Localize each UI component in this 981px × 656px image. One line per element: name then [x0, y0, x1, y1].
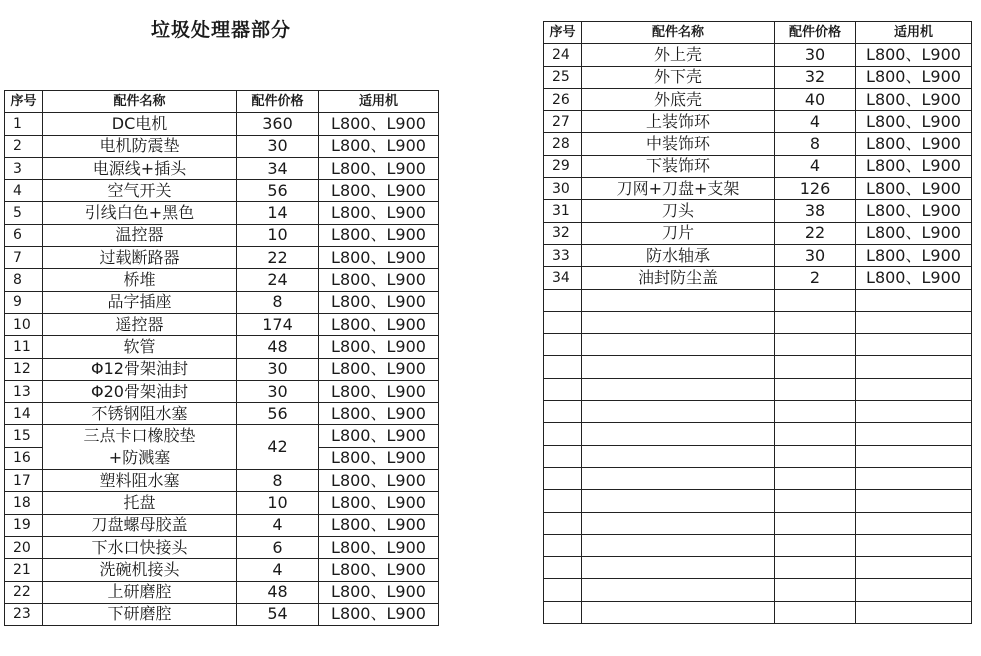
table-row: [5, 157, 439, 179]
blank-cell: [856, 467, 972, 489]
blank-cell: [582, 356, 775, 378]
parts-table-left: [4, 90, 439, 626]
cell-price: 30: [775, 44, 856, 66]
cell-name: 刀头: [582, 200, 775, 222]
table-row: [544, 88, 972, 110]
cell-no: 25: [544, 66, 582, 88]
blank-cell: [544, 512, 582, 534]
blank-cell: [856, 490, 972, 512]
blank-cell: [544, 601, 582, 623]
cell-price: 24: [237, 269, 319, 291]
table-row: [544, 111, 972, 133]
cell-name: 防水轴承: [582, 244, 775, 266]
blank-cell: [544, 579, 582, 601]
table-row: [544, 178, 972, 200]
table-row: [5, 336, 439, 358]
cell-model: L800、L900: [856, 222, 972, 244]
header-no: 序号: [544, 22, 582, 44]
blank-cell: [775, 289, 856, 311]
cell-price: 4: [775, 111, 856, 133]
cell-model: L800、L900: [319, 180, 439, 202]
cell-model: L800、L900: [856, 66, 972, 88]
blank-cell: [582, 512, 775, 534]
table-row: [5, 603, 439, 625]
cell-no: 26: [544, 88, 582, 110]
cell-name: 引线白色+黑色: [43, 202, 237, 224]
cell-no: 22: [5, 581, 43, 603]
cell-no: 20: [5, 536, 43, 558]
header-price: 配件价格: [237, 91, 319, 113]
cell-no: 4: [5, 180, 43, 202]
cell-price: 32: [775, 66, 856, 88]
cell-name: 刀片: [582, 222, 775, 244]
page-title: 垃圾处理器部分: [150, 19, 291, 41]
header-model: 适用机: [319, 91, 439, 113]
cell-no: 11: [5, 336, 43, 358]
cell-price: 38: [775, 200, 856, 222]
table-row: [544, 66, 972, 88]
blank-cell: [582, 289, 775, 311]
cell-price: 48: [237, 336, 319, 358]
table-row: [5, 358, 439, 380]
cell-price: 174: [237, 313, 319, 335]
cell-no: 29: [544, 155, 582, 177]
blank-row: [544, 334, 972, 356]
blank-row: [544, 490, 972, 512]
table-row: [544, 222, 972, 244]
header-name: 配件名称: [582, 22, 775, 44]
cell-no: 13: [5, 380, 43, 402]
table-row: [5, 247, 439, 269]
blank-cell: [775, 534, 856, 556]
blank-cell: [856, 378, 972, 400]
table-row: [5, 202, 439, 224]
cell-name: 电机防震垫: [43, 135, 237, 157]
cell-no: 34: [544, 267, 582, 289]
table-row: [544, 244, 972, 266]
cell-no: 33: [544, 244, 582, 266]
parts-table-right: [543, 21, 972, 624]
cell-price: 2: [775, 267, 856, 289]
table-row: [544, 267, 972, 289]
blank-cell: [856, 401, 972, 423]
blank-cell: [856, 601, 972, 623]
cell-model: L800、L900: [319, 380, 439, 402]
table-row: [5, 224, 439, 246]
cell-model: L800、L900: [319, 313, 439, 335]
blank-cell: [856, 512, 972, 534]
cell-model: L800、L900: [319, 559, 439, 581]
table-row: [5, 269, 439, 291]
cell-name: 外上壳: [582, 44, 775, 66]
cell-price: 14: [237, 202, 319, 224]
blank-cell: [582, 534, 775, 556]
blank-cell: [582, 579, 775, 601]
cell-model: L800、L900: [319, 536, 439, 558]
table-row: [5, 470, 439, 492]
blank-cell: [856, 334, 972, 356]
blank-cell: [544, 467, 582, 489]
blank-cell: [775, 356, 856, 378]
cell-model: L800、L900: [319, 224, 439, 246]
cell-name: 上装饰环: [582, 111, 775, 133]
blank-cell: [544, 356, 582, 378]
cell-name: 下装饰环: [582, 155, 775, 177]
cell-price: 126: [775, 178, 856, 200]
blank-row: [544, 356, 972, 378]
blank-row: [544, 401, 972, 423]
cell-name: 三点卡口橡胶垫: [43, 425, 237, 447]
blank-cell: [582, 601, 775, 623]
table-row: [544, 133, 972, 155]
cell-name: 下水口快接头: [43, 536, 237, 558]
cell-name: DC电机: [43, 113, 237, 135]
blank-cell: [582, 467, 775, 489]
cell-model: L800、L900: [319, 603, 439, 625]
cell-model: L800、L900: [319, 113, 439, 135]
cell-name: 中装饰环: [582, 133, 775, 155]
blank-cell: [544, 378, 582, 400]
cell-no: 1: [5, 113, 43, 135]
cell-name: 托盘: [43, 492, 237, 514]
cell-price: 22: [775, 222, 856, 244]
blank-cell: [775, 579, 856, 601]
cell-name: 软管: [43, 336, 237, 358]
cell-name: Φ20骨架油封: [43, 380, 237, 402]
table-row: [5, 135, 439, 157]
table-row: [5, 514, 439, 536]
blank-cell: [582, 423, 775, 445]
blank-cell: [582, 557, 775, 579]
cell-model: L800、L900: [319, 269, 439, 291]
cell-name: 外下壳: [582, 66, 775, 88]
header-row: [544, 22, 972, 44]
table-row: [5, 380, 439, 402]
cell-price: 8: [237, 291, 319, 313]
table-row: [5, 180, 439, 202]
cell-price: 34: [237, 157, 319, 179]
cell-model: L800、L900: [319, 157, 439, 179]
table-row: [5, 313, 439, 335]
cell-no: 10: [5, 313, 43, 335]
header-price: 配件价格: [775, 22, 856, 44]
blank-cell: [775, 445, 856, 467]
blank-row: [544, 289, 972, 311]
header-row: [5, 91, 439, 113]
table-row: [5, 403, 439, 425]
cell-price: 360: [237, 113, 319, 135]
blank-cell: [582, 445, 775, 467]
blank-cell: [582, 490, 775, 512]
blank-cell: [775, 423, 856, 445]
cell-name: 外底壳: [582, 88, 775, 110]
blank-cell: [856, 534, 972, 556]
cell-price: 30: [775, 244, 856, 266]
cell-model: L800、L900: [319, 514, 439, 536]
cell-model: L800、L900: [319, 247, 439, 269]
table-row: [5, 291, 439, 313]
header-no: 序号: [5, 91, 43, 113]
blank-cell: [856, 557, 972, 579]
cell-model: L800、L900: [856, 111, 972, 133]
cell-price: 4: [775, 155, 856, 177]
blank-cell: [582, 401, 775, 423]
cell-no: 30: [544, 178, 582, 200]
cell-name: Φ12骨架油封: [43, 358, 237, 380]
cell-no: 24: [544, 44, 582, 66]
cell-no: 14: [5, 403, 43, 425]
blank-cell: [856, 289, 972, 311]
cell-no: 17: [5, 470, 43, 492]
cell-no: 8: [5, 269, 43, 291]
blank-cell: [775, 601, 856, 623]
cell-price: 8: [237, 470, 319, 492]
cell-name: 上研磨腔: [43, 581, 237, 603]
cell-no: 9: [5, 291, 43, 313]
blank-cell: [544, 311, 582, 333]
cell-model: L800、L900: [319, 336, 439, 358]
blank-row: [544, 557, 972, 579]
cell-name: 刀网+刀盘+支架: [582, 178, 775, 200]
cell-model: L800、L900: [319, 470, 439, 492]
cell-no: 6: [5, 224, 43, 246]
blank-cell: [775, 467, 856, 489]
table-row: [544, 44, 972, 66]
blank-cell: [544, 445, 582, 467]
cell-name: 下研磨腔: [43, 603, 237, 625]
cell-no: 2: [5, 135, 43, 157]
table-row: [5, 447, 439, 469]
blank-cell: [775, 490, 856, 512]
cell-name: 空气开关: [43, 180, 237, 202]
table-row: [5, 559, 439, 581]
cell-name: +防溅塞: [43, 447, 237, 469]
cell-model: L800、L900: [319, 358, 439, 380]
cell-price: 40: [775, 88, 856, 110]
cell-model: L800、L900: [856, 178, 972, 200]
cell-price: 42: [237, 425, 319, 470]
cell-no: 12: [5, 358, 43, 380]
blank-cell: [544, 557, 582, 579]
cell-no: 5: [5, 202, 43, 224]
cell-model: L800、L900: [319, 447, 439, 469]
cell-name: 油封防尘盖: [582, 267, 775, 289]
table-row: [5, 113, 439, 135]
cell-price: 4: [237, 559, 319, 581]
blank-cell: [856, 445, 972, 467]
cell-price: 8: [775, 133, 856, 155]
blank-cell: [582, 334, 775, 356]
cell-no: 32: [544, 222, 582, 244]
blank-cell: [544, 401, 582, 423]
blank-cell: [775, 378, 856, 400]
cell-no: 19: [5, 514, 43, 536]
cell-price: 56: [237, 180, 319, 202]
cell-name: 过载断路器: [43, 247, 237, 269]
blank-row: [544, 601, 972, 623]
table-row: [5, 492, 439, 514]
blank-cell: [775, 311, 856, 333]
blank-row: [544, 311, 972, 333]
cell-name: 桥堆: [43, 269, 237, 291]
cell-no: 15: [5, 425, 43, 447]
cell-model: L800、L900: [319, 425, 439, 447]
blank-cell: [775, 334, 856, 356]
blank-cell: [775, 557, 856, 579]
blank-cell: [582, 378, 775, 400]
cell-model: L800、L900: [319, 135, 439, 157]
cell-no: 31: [544, 200, 582, 222]
cell-model: L800、L900: [856, 267, 972, 289]
cell-price: 6: [237, 536, 319, 558]
blank-cell: [544, 423, 582, 445]
cell-no: 3: [5, 157, 43, 179]
blank-cell: [544, 334, 582, 356]
blank-row: [544, 534, 972, 556]
cell-model: L800、L900: [856, 44, 972, 66]
cell-model: L800、L900: [856, 88, 972, 110]
cell-no: 16: [5, 447, 43, 469]
table-row: [5, 425, 439, 447]
cell-model: L800、L900: [319, 581, 439, 603]
cell-no: 7: [5, 247, 43, 269]
blank-cell: [544, 490, 582, 512]
cell-name: 刀盘螺母胶盖: [43, 514, 237, 536]
cell-price: 54: [237, 603, 319, 625]
cell-model: L800、L900: [856, 200, 972, 222]
cell-model: L800、L900: [319, 403, 439, 425]
cell-price: 30: [237, 358, 319, 380]
header-model: 适用机: [856, 22, 972, 44]
cell-price: 48: [237, 581, 319, 603]
cell-no: 18: [5, 492, 43, 514]
cell-no: 21: [5, 559, 43, 581]
cell-price: 4: [237, 514, 319, 536]
cell-name: 电源线+插头: [43, 157, 237, 179]
cell-name: 品字插座: [43, 291, 237, 313]
blank-row: [544, 423, 972, 445]
cell-price: 22: [237, 247, 319, 269]
cell-price: 30: [237, 380, 319, 402]
cell-model: L800、L900: [856, 155, 972, 177]
blank-cell: [582, 311, 775, 333]
cell-model: L800、L900: [319, 202, 439, 224]
cell-model: L800、L900: [319, 492, 439, 514]
header-name: 配件名称: [43, 91, 237, 113]
cell-no: 28: [544, 133, 582, 155]
cell-name: 温控器: [43, 224, 237, 246]
cell-model: L800、L900: [856, 244, 972, 266]
blank-cell: [775, 512, 856, 534]
cell-no: 27: [544, 111, 582, 133]
blank-cell: [856, 423, 972, 445]
cell-name: 洗碗机接头: [43, 559, 237, 581]
table-row: [544, 200, 972, 222]
cell-price: 10: [237, 492, 319, 514]
cell-model: L800、L900: [319, 291, 439, 313]
blank-row: [544, 467, 972, 489]
blank-cell: [856, 356, 972, 378]
blank-cell: [544, 534, 582, 556]
blank-row: [544, 579, 972, 601]
cell-model: L800、L900: [856, 133, 972, 155]
cell-price: 10: [237, 224, 319, 246]
blank-cell: [775, 401, 856, 423]
cell-price: 56: [237, 403, 319, 425]
cell-price: 30: [237, 135, 319, 157]
cell-name: 遥控器: [43, 313, 237, 335]
cell-name: 塑料阻水塞: [43, 470, 237, 492]
blank-row: [544, 445, 972, 467]
blank-row: [544, 512, 972, 534]
blank-row: [544, 378, 972, 400]
blank-cell: [856, 311, 972, 333]
table-row: [544, 155, 972, 177]
blank-cell: [544, 289, 582, 311]
blank-cell: [856, 579, 972, 601]
cell-name: 不锈钢阻水塞: [43, 403, 237, 425]
table-row: [5, 581, 439, 603]
cell-no: 23: [5, 603, 43, 625]
table-row: [5, 536, 439, 558]
